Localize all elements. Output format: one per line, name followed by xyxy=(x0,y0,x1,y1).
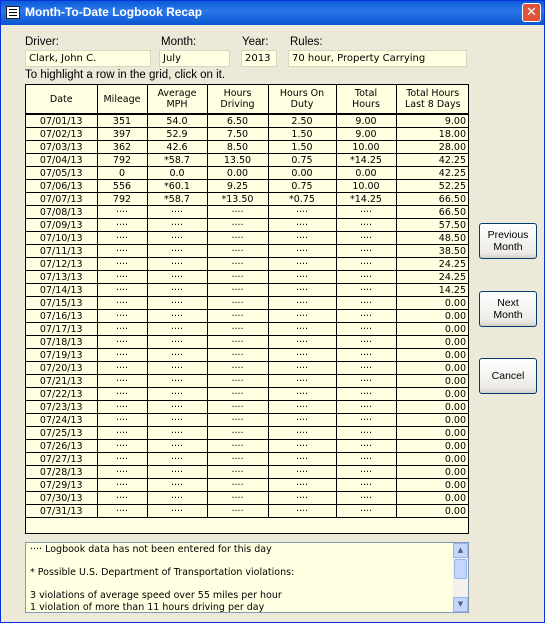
cell-hours-driving: ···· xyxy=(207,479,268,492)
cell-total-hours: *14.25 xyxy=(336,154,396,167)
cell-total-hours-last-8-days: 0.00 xyxy=(396,492,469,505)
scroll-thumb[interactable] xyxy=(454,559,467,579)
cell-total-hours: ···· xyxy=(336,479,396,492)
cell-date: 07/29/13 xyxy=(26,479,97,492)
cell-total-hours-last-8-days: 0.00 xyxy=(396,440,469,453)
cell-hours-on-duty: 0.75 xyxy=(268,154,336,167)
cell-hours-on-duty: ···· xyxy=(268,245,336,258)
column-header-date: Date xyxy=(26,85,97,114)
cell-date: 07/03/13 xyxy=(26,141,97,154)
violations-notes-box[interactable] xyxy=(25,542,469,613)
cell-date: 07/09/13 xyxy=(26,219,97,232)
cell-mileage: ···· xyxy=(97,427,147,440)
cell-mileage: ···· xyxy=(97,479,147,492)
table-row[interactable] xyxy=(26,401,469,414)
cell-hours-on-duty: ···· xyxy=(268,401,336,414)
table-row[interactable] xyxy=(26,114,469,128)
column-header-total-hours-last-8-days: Total Hours Last 8 Days xyxy=(396,85,469,114)
cell-total-hours: 9.00 xyxy=(336,128,396,141)
cell-total-hours: ···· xyxy=(336,297,396,310)
cell-hours-on-duty: ···· xyxy=(268,232,336,245)
cell-mileage: ···· xyxy=(97,258,147,271)
column-header-total-hours: Total Hours xyxy=(336,85,396,114)
logbook-grid[interactable] xyxy=(25,84,469,534)
year-label: Year: xyxy=(242,36,269,48)
table-row[interactable] xyxy=(26,219,469,232)
cell-total-hours-last-8-days: 0.00 xyxy=(396,297,469,310)
previous-month-button[interactable] xyxy=(479,223,537,259)
cell-date: 07/06/13 xyxy=(26,180,97,193)
cell-average-mph: ···· xyxy=(147,219,207,232)
cell-hours-driving: ···· xyxy=(207,297,268,310)
cell-hours-driving: ···· xyxy=(207,349,268,362)
cell-average-mph: ···· xyxy=(147,440,207,453)
cell-average-mph: ···· xyxy=(147,258,207,271)
table-row[interactable] xyxy=(26,505,469,518)
notes-line: ···· Logbook data has not been entered for this day xyxy=(30,544,272,555)
table-row[interactable] xyxy=(26,323,469,336)
cell-mileage: ···· xyxy=(97,271,147,284)
cell-total-hours: ···· xyxy=(336,466,396,479)
cell-hours-driving: 6.50 xyxy=(207,114,268,128)
cell-average-mph: ···· xyxy=(147,375,207,388)
cell-average-mph: ···· xyxy=(147,206,207,219)
cell-hours-on-duty: ···· xyxy=(268,258,336,271)
rules-label: Rules: xyxy=(290,36,323,48)
next-month-label-line2: Month xyxy=(493,309,523,321)
cell-average-mph: 52.9 xyxy=(147,128,207,141)
cell-hours-driving: ···· xyxy=(207,375,268,388)
cell-date: 07/30/13 xyxy=(26,492,97,505)
cell-mileage: ···· xyxy=(97,375,147,388)
cell-mileage: ···· xyxy=(97,388,147,401)
cell-total-hours-last-8-days: 0.00 xyxy=(396,375,469,388)
column-header-hours-on-duty: Hours On Duty xyxy=(268,85,336,114)
logbook-app-icon xyxy=(6,6,20,19)
cell-total-hours-last-8-days: 0.00 xyxy=(396,336,469,349)
cell-mileage: ···· xyxy=(97,466,147,479)
table-row[interactable] xyxy=(26,297,469,310)
notes-text xyxy=(30,544,452,613)
rules-field: 70 hour, Property Carrying xyxy=(288,50,467,67)
table-row[interactable] xyxy=(26,375,469,388)
cell-total-hours: ···· xyxy=(336,492,396,505)
month-field: July xyxy=(159,50,230,67)
cell-hours-driving: ···· xyxy=(207,440,268,453)
cell-total-hours-last-8-days: 18.00 xyxy=(396,128,469,141)
cell-total-hours-last-8-days: 0.00 xyxy=(396,388,469,401)
year-field: 2013 xyxy=(241,50,277,67)
table-row[interactable] xyxy=(26,440,469,453)
cell-total-hours-last-8-days: 0.00 xyxy=(396,414,469,427)
scroll-up-arrow-icon[interactable]: ▲ xyxy=(453,543,468,558)
cell-hours-on-duty: ···· xyxy=(268,323,336,336)
cell-hours-on-duty: ···· xyxy=(268,362,336,375)
cell-mileage: ···· xyxy=(97,336,147,349)
cell-total-hours-last-8-days: 0.00 xyxy=(396,505,469,518)
cell-total-hours-last-8-days: 0.00 xyxy=(396,310,469,323)
cell-average-mph: ···· xyxy=(147,323,207,336)
cell-hours-driving: ···· xyxy=(207,258,268,271)
table-row[interactable] xyxy=(26,271,469,284)
cell-hours-driving: ···· xyxy=(207,206,268,219)
table-row[interactable] xyxy=(26,167,469,180)
cell-average-mph: ···· xyxy=(147,388,207,401)
cell-average-mph: ···· xyxy=(147,310,207,323)
cell-total-hours-last-8-days: 0.00 xyxy=(396,453,469,466)
cell-average-mph: 42.6 xyxy=(147,141,207,154)
cell-hours-driving: ···· xyxy=(207,245,268,258)
cell-hours-on-duty: ···· xyxy=(268,479,336,492)
next-month-label-line1: Next xyxy=(497,297,519,309)
cell-hours-driving: ···· xyxy=(207,492,268,505)
table-row[interactable] xyxy=(26,362,469,375)
cell-hours-driving: ···· xyxy=(207,505,268,518)
cell-date: 07/10/13 xyxy=(26,232,97,245)
cell-total-hours: 9.00 xyxy=(336,114,396,128)
scroll-down-arrow-icon[interactable]: ▼ xyxy=(453,597,468,612)
cell-hours-on-duty: ···· xyxy=(268,349,336,362)
notes-line xyxy=(30,556,452,568)
cell-total-hours: ···· xyxy=(336,414,396,427)
cell-hours-on-duty: 2.50 xyxy=(268,114,336,128)
cell-date: 07/02/13 xyxy=(26,128,97,141)
cell-date: 07/12/13 xyxy=(26,258,97,271)
cell-hours-driving: 8.50 xyxy=(207,141,268,154)
cell-mileage: ···· xyxy=(97,219,147,232)
cell-hours-on-duty: ···· xyxy=(268,388,336,401)
cell-date: 07/26/13 xyxy=(26,440,97,453)
cell-total-hours-last-8-days: 0.00 xyxy=(396,401,469,414)
cell-date: 07/14/13 xyxy=(26,284,97,297)
cell-date: 07/11/13 xyxy=(26,245,97,258)
cell-date: 07/16/13 xyxy=(26,310,97,323)
cell-hours-driving: ···· xyxy=(207,466,268,479)
cell-hours-driving: ···· xyxy=(207,310,268,323)
cell-date: 07/07/13 xyxy=(26,193,97,206)
cell-mileage: 0 xyxy=(97,167,147,180)
cell-average-mph: ···· xyxy=(147,245,207,258)
cell-hours-driving: ···· xyxy=(207,401,268,414)
cell-total-hours-last-8-days: 48.50 xyxy=(396,232,469,245)
cell-total-hours-last-8-days: 66.50 xyxy=(396,193,469,206)
cell-total-hours: ···· xyxy=(336,349,396,362)
cell-hours-on-duty: ···· xyxy=(268,453,336,466)
cell-total-hours-last-8-days: 0.00 xyxy=(396,362,469,375)
cell-total-hours: ···· xyxy=(336,271,396,284)
cell-total-hours-last-8-days: 28.00 xyxy=(396,141,469,154)
cell-mileage: 397 xyxy=(97,128,147,141)
notes-line: * Possible U.S. Department of Transportation violations: xyxy=(30,567,295,579)
cell-hours-on-duty: ···· xyxy=(268,271,336,284)
cell-mileage: ···· xyxy=(97,401,147,414)
cell-hours-on-duty: ···· xyxy=(268,375,336,388)
table-row[interactable] xyxy=(26,154,469,167)
cell-hours-driving: ···· xyxy=(207,323,268,336)
cell-hours-on-duty: ···· xyxy=(268,427,336,440)
cell-mileage: ···· xyxy=(97,232,147,245)
table-row[interactable] xyxy=(26,492,469,505)
cell-total-hours: ···· xyxy=(336,336,396,349)
cell-total-hours-last-8-days: 9.00 xyxy=(396,114,469,128)
cell-total-hours: ···· xyxy=(336,375,396,388)
cell-average-mph: ···· xyxy=(147,284,207,297)
cell-average-mph: ···· xyxy=(147,349,207,362)
cell-average-mph: ···· xyxy=(147,414,207,427)
cell-total-hours: ···· xyxy=(336,323,396,336)
cell-total-hours: 0.00 xyxy=(336,167,396,180)
month-label: Month: xyxy=(161,36,197,48)
table-row[interactable] xyxy=(26,193,469,206)
cell-hours-driving: ···· xyxy=(207,453,268,466)
cell-mileage: ···· xyxy=(97,245,147,258)
cell-hours-driving: 0.00 xyxy=(207,167,268,180)
cell-total-hours: *14.25 xyxy=(336,193,396,206)
cell-date: 07/24/13 xyxy=(26,414,97,427)
cell-hours-driving: ···· xyxy=(207,388,268,401)
column-header-mileage: Mileage xyxy=(97,85,147,114)
cell-average-mph: 54.0 xyxy=(147,114,207,128)
cell-date: 07/22/13 xyxy=(26,388,97,401)
cell-hours-on-duty: 0.00 xyxy=(268,167,336,180)
cell-mileage: 792 xyxy=(97,154,147,167)
table-row[interactable] xyxy=(26,453,469,466)
cell-total-hours: ···· xyxy=(336,440,396,453)
notes-line xyxy=(30,579,452,591)
cell-total-hours: ···· xyxy=(336,245,396,258)
cell-mileage: 792 xyxy=(97,193,147,206)
grid-hint: To highlight a row in the grid, click on it. xyxy=(25,69,226,81)
cell-average-mph: ···· xyxy=(147,271,207,284)
logbook-table xyxy=(26,85,469,518)
cell-total-hours: ···· xyxy=(336,219,396,232)
cell-hours-on-duty: ···· xyxy=(268,414,336,427)
cell-total-hours-last-8-days: 24.25 xyxy=(396,258,469,271)
cell-total-hours: ···· xyxy=(336,388,396,401)
cell-average-mph: ···· xyxy=(147,466,207,479)
table-row[interactable] xyxy=(26,284,469,297)
previous-month-label-line2: Month xyxy=(493,241,523,253)
cell-average-mph: ···· xyxy=(147,479,207,492)
cell-total-hours-last-8-days: 0.00 xyxy=(396,323,469,336)
cell-total-hours: ···· xyxy=(336,505,396,518)
cell-mileage: ···· xyxy=(97,297,147,310)
table-row[interactable] xyxy=(26,336,469,349)
table-row[interactable] xyxy=(26,310,469,323)
cell-total-hours: ···· xyxy=(336,401,396,414)
table-row[interactable] xyxy=(26,427,469,440)
cell-mileage: ···· xyxy=(97,505,147,518)
cell-date: 07/18/13 xyxy=(26,336,97,349)
cell-hours-driving: ···· xyxy=(207,427,268,440)
cell-mileage: 362 xyxy=(97,141,147,154)
cell-mileage: ···· xyxy=(97,362,147,375)
driver-field: Clark, John C. xyxy=(25,50,151,67)
table-row[interactable] xyxy=(26,232,469,245)
cell-hours-driving: 7.50 xyxy=(207,128,268,141)
cell-date: 07/21/13 xyxy=(26,375,97,388)
cell-hours-driving: ···· xyxy=(207,362,268,375)
column-header-average-mph: Average MPH xyxy=(147,85,207,114)
cell-date: 07/08/13 xyxy=(26,206,97,219)
cell-date: 07/13/13 xyxy=(26,271,97,284)
title-bar[interactable] xyxy=(1,1,544,25)
cell-total-hours-last-8-days: 14.25 xyxy=(396,284,469,297)
table-row[interactable] xyxy=(26,466,469,479)
cell-date: 07/23/13 xyxy=(26,401,97,414)
cell-hours-driving: ···· xyxy=(207,414,268,427)
notes-line: 1 violation of more than 11 hours driving per day xyxy=(30,601,265,613)
table-row[interactable] xyxy=(26,141,469,154)
cell-mileage: ···· xyxy=(97,414,147,427)
cancel-button[interactable]: Cancel xyxy=(479,358,537,394)
driver-label: Driver: xyxy=(25,36,59,48)
cell-average-mph: ···· xyxy=(147,427,207,440)
cell-date: 07/17/13 xyxy=(26,323,97,336)
cell-hours-on-duty: 1.50 xyxy=(268,141,336,154)
table-row[interactable] xyxy=(26,245,469,258)
table-row[interactable] xyxy=(26,180,469,193)
cell-hours-on-duty: ···· xyxy=(268,310,336,323)
cell-mileage: ···· xyxy=(97,206,147,219)
cell-total-hours-last-8-days: 57.50 xyxy=(396,219,469,232)
cell-average-mph: 0.0 xyxy=(147,167,207,180)
cell-total-hours: ···· xyxy=(336,427,396,440)
cell-total-hours: ···· xyxy=(336,206,396,219)
table-row[interactable] xyxy=(26,206,469,219)
cell-date: 07/19/13 xyxy=(26,349,97,362)
cell-date: 07/28/13 xyxy=(26,466,97,479)
notes-line: 3 violations of average speed over 55 miles per hour xyxy=(30,590,282,602)
cell-total-hours-last-8-days: 0.00 xyxy=(396,349,469,362)
table-row[interactable] xyxy=(26,388,469,401)
cell-hours-driving: 13.50 xyxy=(207,154,268,167)
cell-hours-on-duty: ···· xyxy=(268,440,336,453)
cell-average-mph: ···· xyxy=(147,492,207,505)
cell-hours-driving: *13.50 xyxy=(207,193,268,206)
cell-total-hours: 10.00 xyxy=(336,141,396,154)
cell-date: 07/25/13 xyxy=(26,427,97,440)
cell-hours-on-duty: 1.50 xyxy=(268,128,336,141)
cell-date: 07/01/13 xyxy=(26,114,97,128)
cell-average-mph: *58.7 xyxy=(147,193,207,206)
cell-hours-on-duty: 0.75 xyxy=(268,180,336,193)
column-header-hours-driving: Hours Driving xyxy=(207,85,268,114)
table-row[interactable] xyxy=(26,128,469,141)
cell-total-hours: ···· xyxy=(336,453,396,466)
cell-total-hours: 10.00 xyxy=(336,180,396,193)
cell-total-hours-last-8-days: 66.50 xyxy=(396,206,469,219)
cell-hours-on-duty: ···· xyxy=(268,206,336,219)
cell-total-hours: ···· xyxy=(336,232,396,245)
cell-mileage: ···· xyxy=(97,349,147,362)
table-row[interactable] xyxy=(26,349,469,362)
cell-hours-driving: ···· xyxy=(207,232,268,245)
cell-hours-on-duty: ···· xyxy=(268,297,336,310)
close-button[interactable]: ✕ xyxy=(522,3,541,22)
cell-mileage: 556 xyxy=(97,180,147,193)
cell-hours-driving: ···· xyxy=(207,271,268,284)
next-month-button[interactable] xyxy=(479,291,537,327)
cell-hours-on-duty: ···· xyxy=(268,336,336,349)
cell-total-hours: ···· xyxy=(336,310,396,323)
notes-scrollbar[interactable] xyxy=(453,543,468,612)
cell-mileage: ···· xyxy=(97,284,147,297)
cell-average-mph: ···· xyxy=(147,232,207,245)
table-row[interactable] xyxy=(26,258,469,271)
cell-hours-on-duty: ···· xyxy=(268,466,336,479)
cell-average-mph: ···· xyxy=(147,336,207,349)
cell-mileage: ···· xyxy=(97,310,147,323)
cell-average-mph: ···· xyxy=(147,453,207,466)
cell-date: 07/05/13 xyxy=(26,167,97,180)
cell-total-hours-last-8-days: 0.00 xyxy=(396,466,469,479)
cell-hours-driving: 9.25 xyxy=(207,180,268,193)
cell-average-mph: ···· xyxy=(147,362,207,375)
cell-date: 07/04/13 xyxy=(26,154,97,167)
cell-mileage: ···· xyxy=(97,492,147,505)
cell-hours-on-duty: ···· xyxy=(268,505,336,518)
cell-average-mph: ···· xyxy=(147,297,207,310)
cell-hours-on-duty: ···· xyxy=(268,219,336,232)
cell-total-hours-last-8-days: 42.25 xyxy=(396,167,469,180)
cell-date: 07/31/13 xyxy=(26,505,97,518)
table-row[interactable] xyxy=(26,479,469,492)
cell-mileage: ···· xyxy=(97,440,147,453)
cell-hours-on-duty: ···· xyxy=(268,492,336,505)
cell-hours-driving: ···· xyxy=(207,219,268,232)
cell-date: 07/27/13 xyxy=(26,453,97,466)
cell-mileage: ···· xyxy=(97,453,147,466)
previous-month-label-line1: Previous xyxy=(487,229,529,241)
cell-average-mph: *58.7 xyxy=(147,154,207,167)
cell-date: 07/15/13 xyxy=(26,297,97,310)
cell-mileage: ···· xyxy=(97,323,147,336)
cell-hours-driving: ···· xyxy=(207,284,268,297)
table-row[interactable] xyxy=(26,414,469,427)
cell-total-hours: ···· xyxy=(336,284,396,297)
cell-hours-driving: ···· xyxy=(207,336,268,349)
window-title: Month-To-Date Logbook Recap xyxy=(25,5,203,19)
cell-total-hours-last-8-days: 42.25 xyxy=(396,154,469,167)
cell-hours-on-duty: *0.75 xyxy=(268,193,336,206)
cell-mileage: 351 xyxy=(97,114,147,128)
cell-total-hours: ···· xyxy=(336,258,396,271)
cell-total-hours-last-8-days: 24.25 xyxy=(396,271,469,284)
cell-date: 07/20/13 xyxy=(26,362,97,375)
cell-average-mph: ···· xyxy=(147,505,207,518)
grid-header-row xyxy=(26,85,469,114)
cell-total-hours-last-8-days: 38.50 xyxy=(396,245,469,258)
cell-average-mph: ···· xyxy=(147,401,207,414)
cell-hours-on-duty: ···· xyxy=(268,284,336,297)
cell-total-hours-last-8-days: 52.25 xyxy=(396,180,469,193)
cell-average-mph: *60.1 xyxy=(147,180,207,193)
cell-total-hours-last-8-days: 0.00 xyxy=(396,427,469,440)
cell-total-hours-last-8-days: 0.00 xyxy=(396,479,469,492)
cell-total-hours: ···· xyxy=(336,362,396,375)
